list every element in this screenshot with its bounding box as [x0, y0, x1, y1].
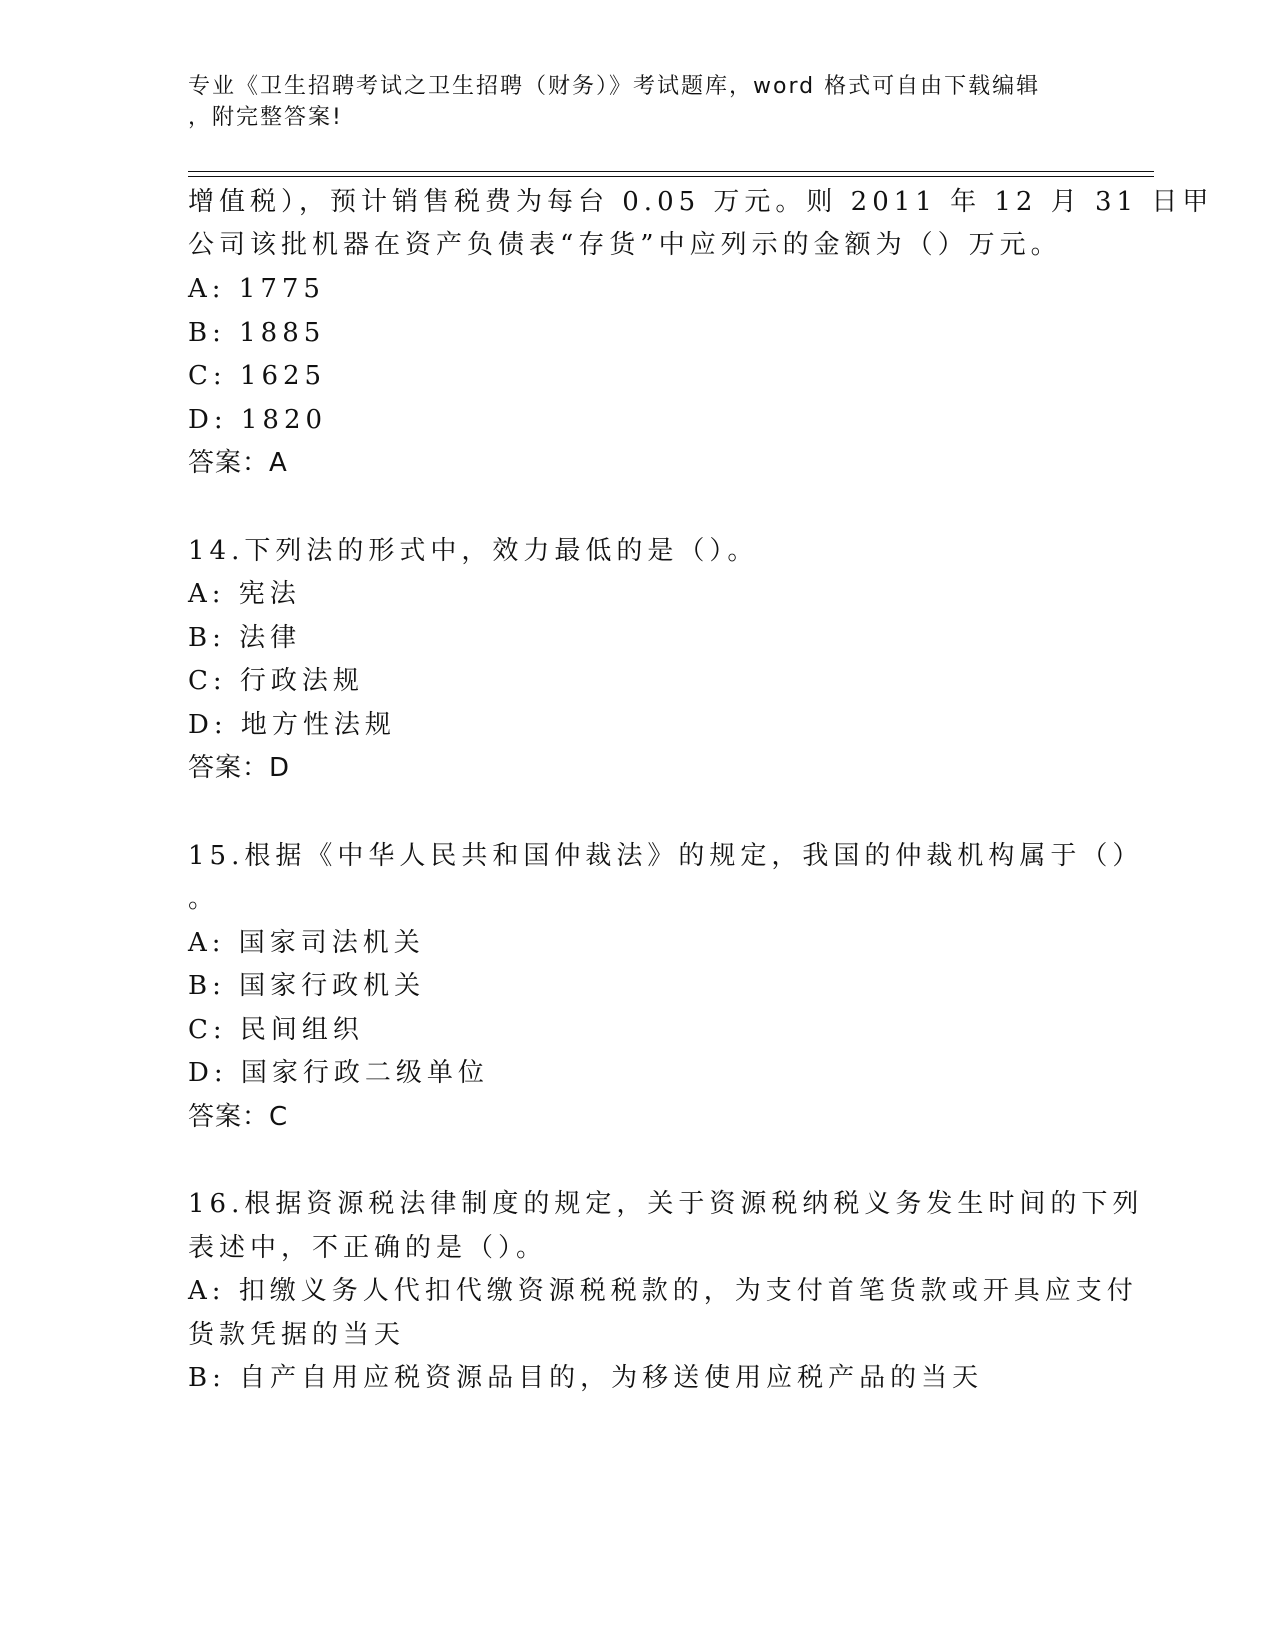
- q14-option-c: C: 行政法规: [188, 666, 364, 696]
- q14-option-b: B: 法律: [188, 623, 302, 653]
- q15-option-a: A: 国家司法机关: [188, 928, 425, 958]
- q15-option-b: B: 国家行政机关: [188, 971, 426, 1001]
- q15-text-line1: 15.根据《中华人民共和国仲裁法》的规定，我国的仲裁机构属于（）: [188, 841, 1144, 871]
- q13-option-b: B: 1885: [188, 318, 326, 348]
- q13-text-line1: 增值税），预计销售税费为每台 0.05 万元。则 2011 年 12 月 31 日甲: [188, 187, 1214, 217]
- q13-option-c: C: 1625: [188, 361, 327, 391]
- q16-text-line1: 16.根据资源税法律制度的规定，关于资源税纳税义务发生时间的下列: [188, 1189, 1144, 1219]
- q15-text-line2: 。: [188, 884, 220, 914]
- q15-option-c: C: 民间组织: [188, 1015, 364, 1045]
- header-title-line2: ，附完整答案!: [188, 105, 343, 130]
- q14-text-line1: 14.下列法的形式中，效力最低的是（）。: [188, 536, 759, 566]
- header-rule-top: [188, 171, 1154, 172]
- header-rule-bottom: [188, 176, 1154, 177]
- q16-text-line2: 表述中，不正确的是（）。: [188, 1233, 548, 1263]
- q13-text-line2: 公司该批机器在资产负债表“存货”中应列示的金额为（）万元。: [188, 230, 1062, 260]
- q13-option-a: A: 1775: [188, 274, 325, 304]
- q13-answer: 答案：A: [188, 448, 288, 478]
- q15-option-d: D: 国家行政二级单位: [188, 1058, 489, 1088]
- q16-option-a-line2: 货款凭据的当天: [188, 1320, 406, 1350]
- q14-option-a: A: 宪法: [188, 579, 301, 609]
- header-title-line1: 专业《卫生招聘考试之卫生招聘（财务）》考试题库，word 格式可自由下载编辑: [188, 74, 1041, 99]
- q14-option-d: D: 地方性法规: [188, 710, 396, 740]
- q13-option-d: D: 1820: [188, 405, 328, 435]
- q15-answer: 答案：C: [188, 1102, 289, 1132]
- q16-option-b: B: 自产自用应税资源品目的，为移送使用应税产品的当天: [188, 1363, 984, 1393]
- q16-option-a-line1: A: 扣缴义务人代扣代缴资源税税款的，为支付首笔货款或开具应支付: [188, 1276, 1138, 1306]
- q14-answer: 答案：D: [188, 753, 291, 783]
